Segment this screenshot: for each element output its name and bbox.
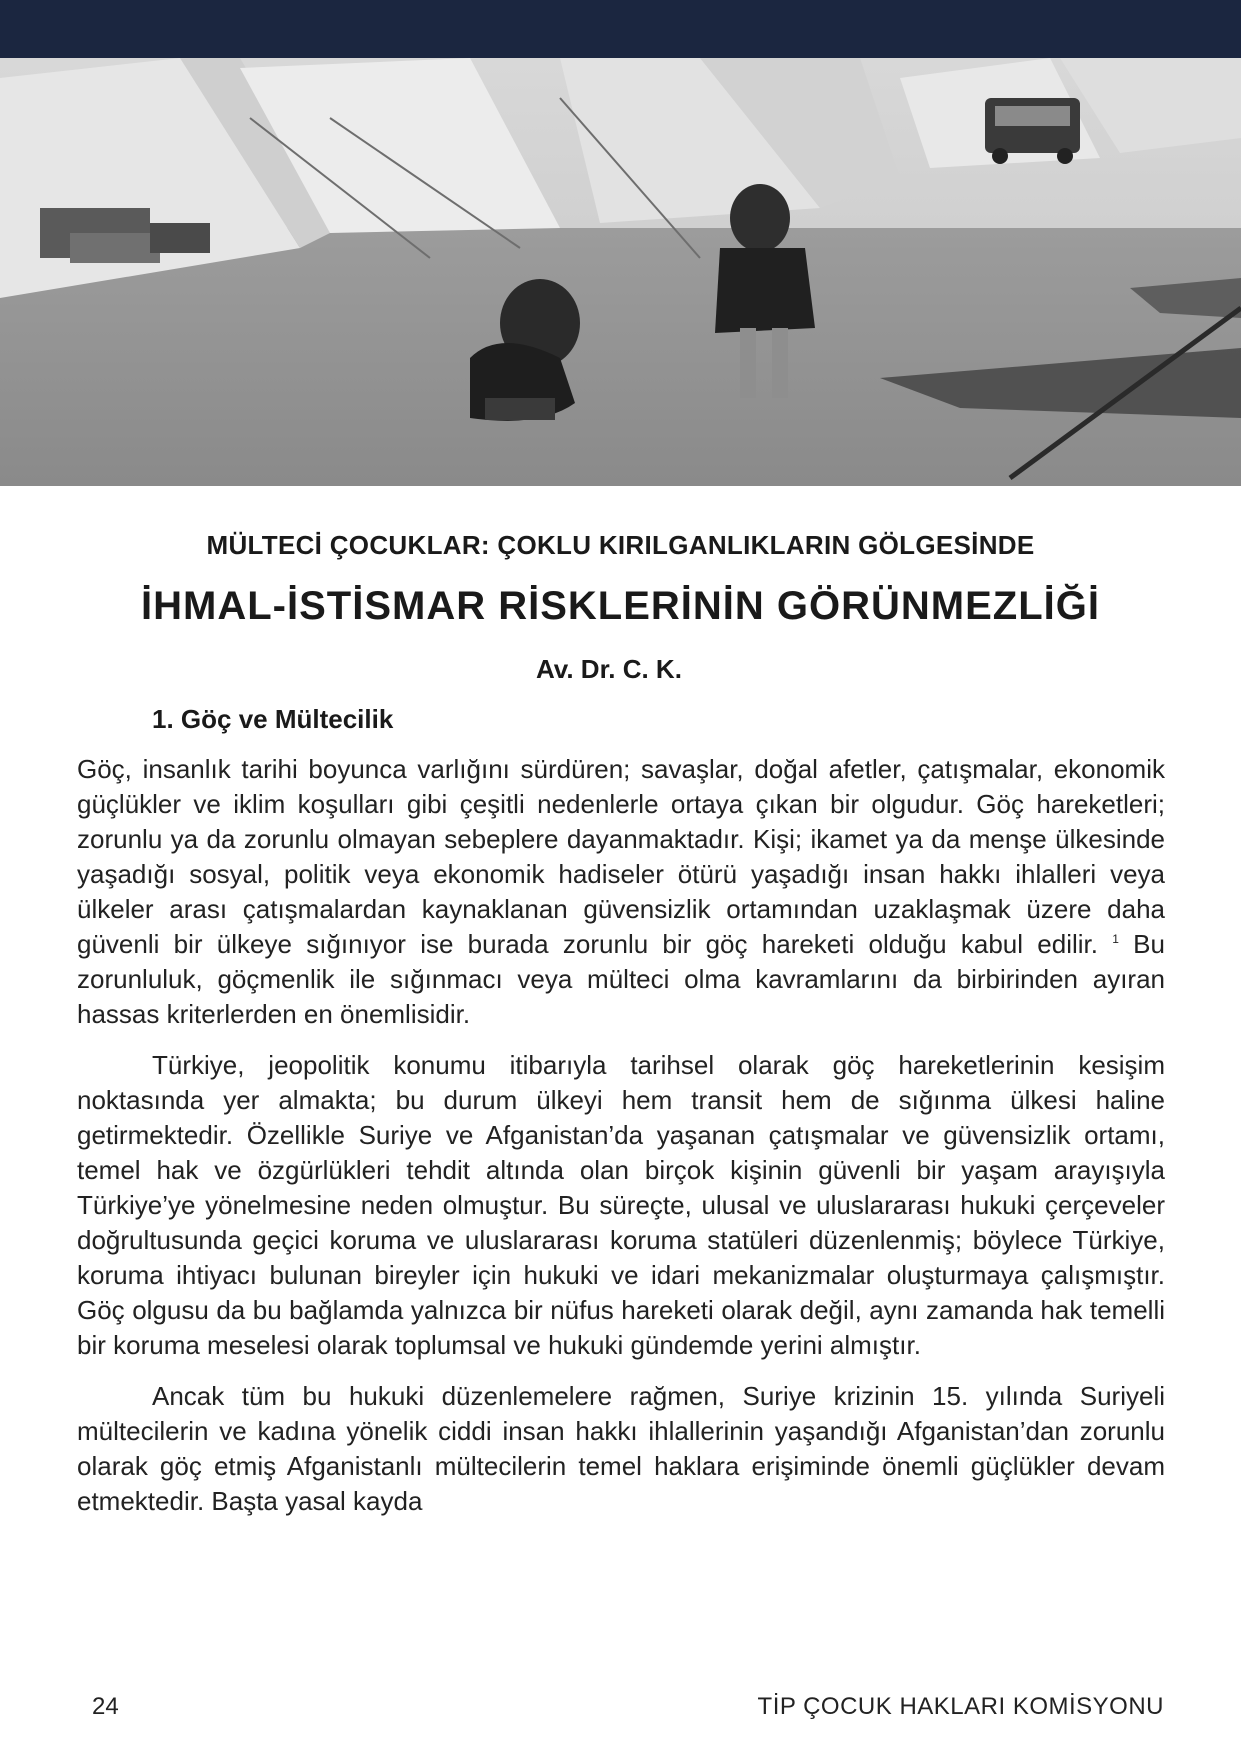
publisher-name: TİP ÇOCUK HAKLARI KOMİSYONU xyxy=(757,1693,1164,1720)
footnote-ref[interactable]: 1 xyxy=(1112,932,1119,946)
paragraph-2: Türkiye, jeopolitik konumu itibarıyla tarihsel olarak göç hareketlerinin kesişim noktasında yer almakta; bu durum ülkeyi hem transit hem de sığınma ülkesi haline getirmektedir. Özellikle Suriye ve Afganistan’da yaşanan çatışmalar ve güvensizlik ortamı, temel hak ve özgürlükleri tehdit altında olan birçok kişinin güvenli bir yaşam arayışıyla Türkiye’ye yönelmesine neden olmuştur. Bu süreçte, ulusal ve uluslararası hukuki çerçeveler doğrultusunda geçici koruma ve uluslararası koruma statüleri düzenlenmiş; böylece Türkiye, koruma ihtiyacı bulunan bireyler için hukuki ve idari mekanizmalar oluşturmaya çalışmıştır. Göç olgusu da bu bağlamda yalnızca bir nüfus hareketi olarak değil, aynı zamanda hak temelli bir koruma meselesi olarak toplumsal ve hukuki gündemde yerini almıştır. xyxy=(77,1050,1165,1360)
section-heading: 1. Göç ve Mültecilik xyxy=(152,704,394,734)
top-color-bar xyxy=(0,0,1241,58)
page-number: 24 xyxy=(92,1693,119,1720)
refugee-camp-photo xyxy=(0,58,1241,486)
author-name: Av. Dr. C. K. xyxy=(536,654,682,684)
paragraph-3: Ancak tüm bu hukuki düzenlemelere rağmen, Suriye krizinin 15. yılında Suriyeli mültecilerin ve kadına yönelik ciddi insan hakkı ihlallerinin yaşandığı Afganistan’dan zorunlu olarak göç etmiş Afganistanlı mültecilerin temel haklara erişiminde önemli güçlükler devam etmektedir. Başta yasal kayda xyxy=(77,1381,1165,1516)
paragraph-1: Göç, insanlık tarihi boyunca varlığını sürdüren; savaşlar, doğal afetler, çatışmalar, ekonomik güçlükler ve iklim koşulları gibi çeşitli nedenlerle ortaya çıkan bir olgudur. Göç hareketleri; zorunlu ya da zorunlu olmayan sebeplere dayanmaktadır. Kişi; ikamet ya da menşe ülkesinde yaşadığı sosyal, politik veya ekonomik hadiseler ötürü yaşadığı insan hakkı ihlalleri veya ülkeler arası çatışmalardan kaynaklanan güvensizlik ortamından uzaklaşmak üzere daha güvenli bir ülkeye sığınıyor ise burada zorunlu bir göç hareketi olduğu kabul edilir. $^1$ Bu zorunluluk, göçmenlik ile sığınmacı veya mülteci olma kavramlarını da birbirinden ayıran hassas kriterlerden en önemlisidir. xyxy=(77,754,1165,1029)
article-kicker: MÜLTECİ ÇOCUKLAR: ÇOKLU KIRILGANLIKLARIN GÖLGESİNDE xyxy=(206,530,1035,560)
article-title: İHMAL-İSTİSMAR RİSKLERİNİN GÖRÜNMEZLİĞİ xyxy=(141,584,1100,628)
article-body xyxy=(77,752,1165,1535)
